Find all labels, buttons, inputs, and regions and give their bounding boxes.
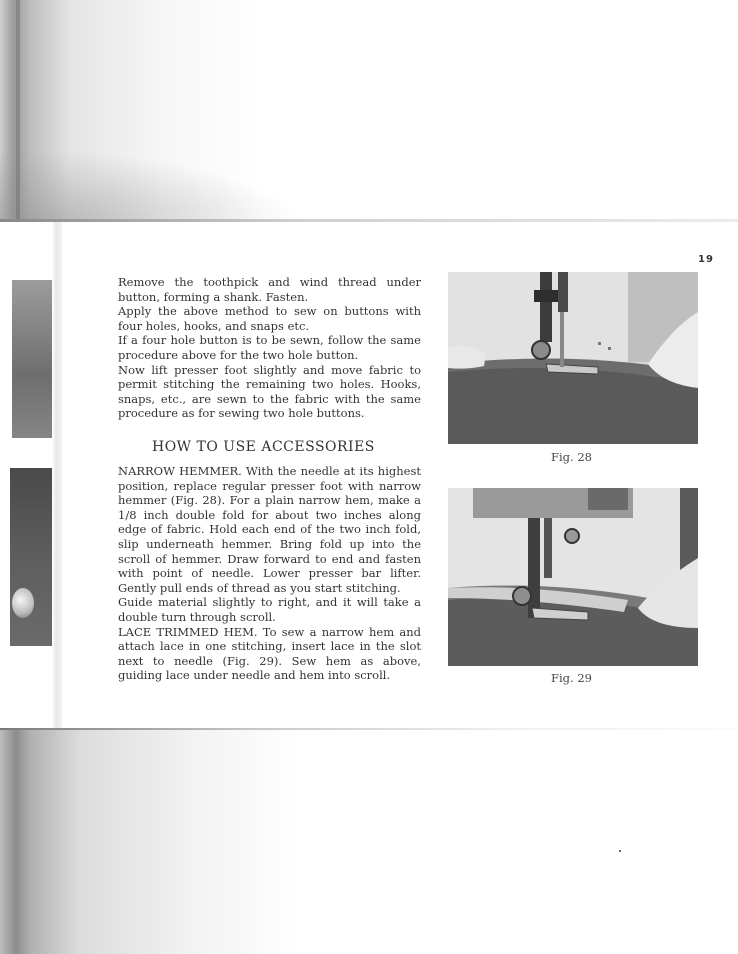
- top-binding-edge: [16, 0, 20, 222]
- intro-text-block: [118, 275, 421, 421]
- figure-28-photo: [448, 272, 698, 444]
- paragraph: If a four hole button is to be sewn, follow the same procedure above for the two hole button.: [118, 333, 421, 362]
- section-heading: HOW TO USE ACCESSORIES: [152, 439, 375, 455]
- narrow-hemmer-illustration: [448, 272, 698, 444]
- figure-28-caption: Fig. 28: [551, 450, 592, 464]
- knob-fragment: [12, 588, 34, 618]
- figure-29-caption: Fig. 29: [551, 671, 592, 685]
- paragraph: Now lift presser foot slightly and move fabric to permit stitching the remaining two holes. Hooks, snaps, etc., are sewn to the fabric with the same procedure as for sewing two hole buttons.: [118, 362, 421, 421]
- paragraph: NARROW HEMMER. With the needle at its highest position, replace regular presser foot with narrow hemmer (Fig. 28). For a plain narrow hem, make a 1/8 inch double fold for about two inches along edge of fabric. Hold each end of the two inch fold, slip underneath hemmer. Bring fold up into the scroll of hemmer. Draw forward to end and fasten with point of needle. Lower presser bar lifter. Gently pull ends of thread as you start stitching.: [118, 464, 421, 595]
- speck: [619, 850, 621, 852]
- bottom-page-shadow: [0, 730, 738, 954]
- top-shadow-fade: [0, 150, 300, 225]
- paragraph: Apply the above method to sew on buttons with four holes, hooks, and snaps etc.: [118, 304, 421, 333]
- facing-page-photo-fragment: [10, 468, 52, 646]
- page-number: 19: [698, 254, 714, 265]
- accessories-text-block: [118, 464, 421, 683]
- paragraph: Remove the toothpick and wind thread under button, forming a shank. Fasten.: [118, 275, 421, 304]
- paragraph: LACE TRIMMED HEM. To sew a narrow hem and attach lace in one stitching, insert lace in the slot next to needle (Fig. 29). Sew hem as above, guiding lace under needle and hem into scroll.: [118, 624, 421, 683]
- lace-trimmed-hem-illustration: [448, 488, 698, 666]
- figure-29-photo: [448, 488, 698, 666]
- paragraph: Guide material slightly to right, and it will take a double turn through scroll.: [118, 595, 421, 624]
- facing-page-photo-fragment: [12, 280, 52, 438]
